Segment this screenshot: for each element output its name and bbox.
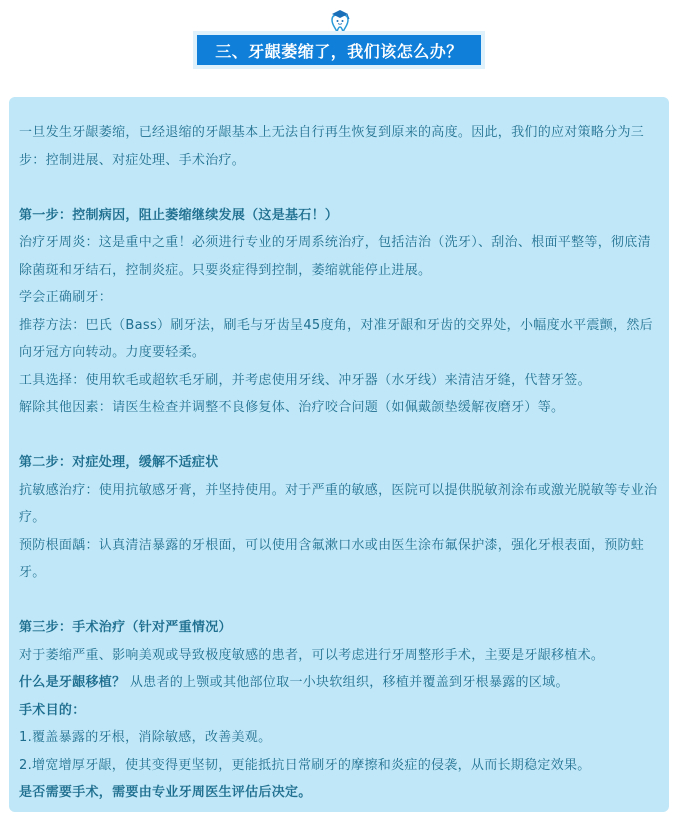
step3-heading: 第三步：手术治疗（针对严重情况） xyxy=(19,620,232,635)
step2-root-caries: 预防根面龋：认真清洁暴露的牙根面，可以使用含氟漱口水或由医生涂布氟保护漆，强化牙根表面，预防蛀牙。 xyxy=(19,537,645,580)
content-card xyxy=(9,97,669,812)
step3-purpose-2: 2.增宽增厚牙龈，使其变得更坚韧，更能抵抗日常刷牙的摩擦和炎症的侵袭，从而长期稳定效果。 xyxy=(19,757,591,773)
page-title: 三、牙龈萎缩了，我们该怎么办？ xyxy=(197,35,481,65)
step2-sensitivity: 抗敏感治疗：使用抗敏感牙膏，并坚持使用。对于严重的敏感，医院可以提供脱敏剂涂布或激光脱敏等专业治疗。 xyxy=(19,482,658,525)
step1-brushing-label: 学会正确刷牙： xyxy=(19,290,113,305)
step3-purpose-label: 手术目的： xyxy=(19,702,86,718)
header xyxy=(0,0,678,90)
step2-heading: 第二步：对症处理，缓解不适症状 xyxy=(19,455,219,470)
title-frame xyxy=(193,31,485,69)
step3-intro: 对于萎缩严重、影响美观或导致极度敏感的患者，可以考虑进行牙周整形手术，主要是牙龈移植术。 xyxy=(19,647,605,663)
graft-answer: 从患者的上颚或其他部位取一小块软组织，移植并覆盖到牙根暴露的区域。 xyxy=(129,675,569,690)
intro-paragraph: 一旦发生牙龈萎缩，已经退缩的牙龈基本上无法自行再生恢复到原来的高度。因此，我们的应对策略分为三步：控制进展、对症处理、手术治疗。 xyxy=(19,125,645,168)
step1-tools: 工具选择：使用软毛或超软毛牙刷，并考虑使用牙线、冲牙器（水牙线）来清洁牙缝，代替牙签。 xyxy=(19,372,591,388)
step1-periodontitis: 治疗牙周炎：这是重中之重！必须进行专业的牙周系统治疗，包括洁治（洗牙）、刮治、根面平整等，彻底清除菌斑和牙结石，控制炎症。只要炎症得到控制，萎缩就能停止进展。 xyxy=(19,235,651,278)
graft-question: 什么是牙龈移植？ xyxy=(19,675,126,690)
step1-method: 推荐方法：巴氏（Bass）刷牙法，刷毛与牙齿呈45度角，对准牙龈和牙齿的交界处，小幅度水平震颤，然后向牙冠方向转动。力度要轻柔。 xyxy=(19,317,653,360)
step1-heading: 第一步：控制病因，阻止萎缩继续发展（这是基石！） xyxy=(19,207,339,223)
step1-other-factors: 解除其他因素：请医生检查并调整不良修复体、治疗咬合问题（如佩戴颌垫缓解夜磨牙）等。 xyxy=(19,400,565,415)
step3-purpose-1: 1.覆盖暴露的牙根，消除敏感，改善美观。 xyxy=(19,730,272,745)
step3-conclusion: 是否需要手术，需要由专业牙周医生评估后决定。 xyxy=(19,785,312,800)
step3-graft xyxy=(19,669,659,697)
